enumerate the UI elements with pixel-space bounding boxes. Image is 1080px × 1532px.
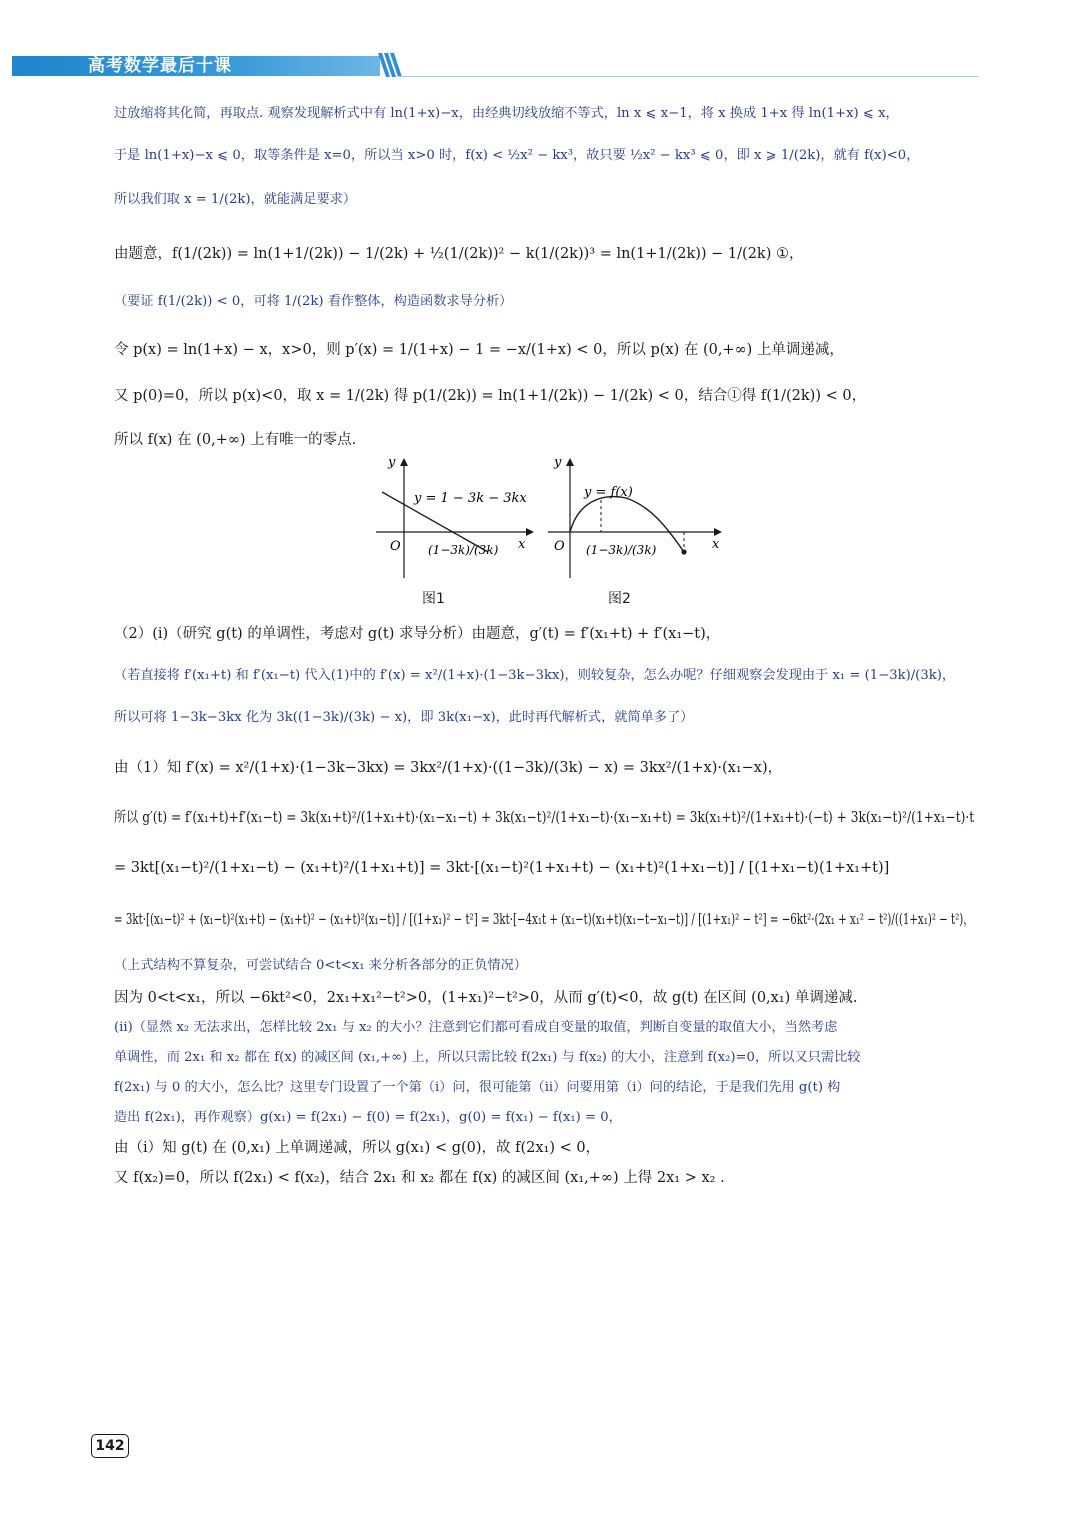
figure-2-caption: 图2: [608, 591, 631, 607]
figure-2-y-axis-label: y: [554, 456, 562, 470]
figure-1-graph: [366, 456, 536, 586]
solution-line: 由（1）知 f′(x) = x²/(1+x)·(1−3k−3kx) = 3kx²/(1+x)·((1−3k)/(3k) − x) = 3kx²/(1+x)·(x₁−x)，: [114, 760, 783, 776]
commentary-line: 单调性，而 2x₁ 和 x₂ 都在 f(x) 的减区间 (x₁,+∞) 上，所以只需比较 f(2x₁) 与 f(x₂) 的大小，注意到 f(x₂)=0，所以又只需比较: [114, 1050, 861, 1065]
figure-1-root-label: (1−3k)/(3k): [428, 543, 499, 557]
figure-2-x-axis-label: x: [712, 537, 720, 552]
figure-2: [546, 456, 726, 607]
figure-2-graph: [546, 456, 726, 586]
solution-line: 又 p(0)=0，所以 p(x)<0，取 x = 1/(2k) 得 p(1/(2k)) = ln(1+1/(2k)) − 1/(2k) < 0，结合①得 f(1/(2k)) < 0，: [114, 388, 867, 404]
commentary-line: 过放缩将其化简，再取点. 观察发现解析式中有 ln(1+x)−x，由经典切线放缩不等式，ln x ⩽ x−1，将 x 换成 1+x 得 ln(1+x) ⩽ x，: [114, 106, 899, 121]
commentary-line: （若直接将 f′(x₁+t) 和 f′(x₁−t) 代入(1)中的 f′(x) = x²/(1+x)·(1−3k−3kx)，则较复杂，怎么办呢？仔细观察会发现由于 x₁ = (1−3k)/(3k)，: [114, 668, 956, 683]
figure-1-x-axis-label: x: [518, 537, 526, 552]
header-title: 高考数学最后十课: [88, 56, 232, 76]
figure-2-curve-label: y = f(x): [584, 485, 633, 500]
commentary-line: 所以可将 1−3k−3kx 化为 3k((1−3k)/(3k) − x)，即 3k(x₁−x)，此时再代解析式，就简单多了）: [114, 710, 694, 725]
solution-line: 所以 g′(t) = f′(x₁+t)+f′(x₁−t) = 3k(x₁+t)²/(1+x₁+t)·(x₁−x₁−t) + 3k(x₁−t)²/(1+x₁−t)·(x₁−x₁+t) = 3k(x₁+t)²/(1+x₁+t)·(−t) + 3k(x₁−t)²/(1+x₁−t)·t: [114, 810, 975, 826]
commentary-line: （上式结构不算复杂，可尝试结合 0<t<x₁ 来分析各部分的正负情况）: [114, 958, 527, 973]
solution-line: 因为 0<t<x₁，所以 −6kt²<0，2x₁+x₁²−t²>0，(1+x₁)²−t²>0，从而 g′(t)<0，故 g(t) 在区间 (0,x₁) 单调递减.: [114, 990, 858, 1006]
solution-line: = 3kt[(x₁−t)²/(1+x₁−t) − (x₁+t)²/(1+x₁+t)] = 3kt·[(x₁−t)²(1+x₁+t) − (x₁+t)²(1+x₁−t)] / [(1+x₁−t)(1+x₁+t)]: [114, 860, 890, 876]
figure-1: [366, 456, 536, 607]
commentary-line: （要证 f(1/(2k)) < 0，可将 1/(2k) 看作整体，构造函数求导分析）: [114, 294, 513, 309]
commentary-line: f(2x₁) 与 0 的大小，怎么比？这里专门设置了一个第（i）问，很可能第（ii）问要用第（i）问的结论，于是我们先用 g(t) 构: [114, 1080, 841, 1095]
solution-line: 所以 f(x) 在 (0,+∞) 上有唯一的零点.: [114, 432, 357, 448]
header-rule: [398, 76, 978, 77]
figure-1-y-axis-label: y: [388, 456, 396, 470]
commentary-line: 所以我们取 x = 1/(2k)，就能满足要求）: [114, 192, 357, 207]
figure-1-caption: 图1: [422, 591, 445, 607]
figure-1-origin-label: O: [390, 539, 401, 554]
solution-line: = 3kt·[(x₁−t)² + (x₁−t)²(x₁+t) − (x₁+t)² − (x₁+t)²(x₁−t)] / [(1+x₁)² − t²] = 3kt·[−4x₁t + (x₁−t)(x₁+t)(x₁−t−x₁−t)] / [(1+x₁)² − t²] = −6kt²·(2x₁ + x₁² − t²)/((1+x₁)² − t²)，: [114, 912, 974, 928]
commentary-line: (ii)（显然 x₂ 无法求出，怎样比较 2x₁ 与 x₂ 的大小？注意到它们都可看成自变量的取值，判断自变量的取值大小，当然考虑: [114, 1020, 838, 1035]
figure-2-origin-label: O: [554, 539, 565, 554]
solution-line: 由题意，f(1/(2k)) = ln(1+1/(2k)) − 1/(2k) + ½(1/(2k))² − k(1/(2k))³ = ln(1+1/(2k)) − 1/(2k) ①，: [114, 246, 804, 262]
commentary-line: 造出 f(2x₁)，再作观察）g(x₁) = f(2x₁) − f(0) = f(2x₁)，g(0) = f(x₁) − f(x₁) = 0，: [114, 1110, 622, 1125]
commentary-line: 于是 ln(1+x)−x ⩽ 0，取等条件是 x=0，所以当 x>0 时，f(x) < ½x² − kx³，故只要 ½x² − kx³ ⩽ 0，即 x ⩾ 1/(2k)，就有 f(x)<0，: [114, 148, 920, 163]
solution-line: 令 p(x) = ln(1+x) − x，x>0，则 p′(x) = 1/(1+x) − 1 = −x/(1+x) < 0，所以 p(x) 在 (0,+∞) 上单调递减，: [114, 342, 844, 358]
figure-1-line-label: y = 1 − 3k − 3kx: [414, 491, 527, 506]
figure-2-root-label: (1−3k)/(3k): [586, 543, 657, 557]
page-number: 142: [91, 1434, 129, 1458]
solution-line: 由（i）知 g(t) 在 (0,x₁) 上单调递减，所以 g(x₁) < g(0)，故 f(2x₁) < 0，: [114, 1140, 601, 1156]
solution-line: （2）(i)（研究 g(t) 的单调性，考虑对 g(t) 求导分析）由题意，g′(t) = f′(x₁+t) + f′(x₁−t)，: [114, 626, 721, 642]
solution-line: 又 f(x₂)=0，所以 f(2x₁) < f(x₂)，结合 2x₁ 和 x₂ 都在 f(x) 的减区间 (x₁,+∞) 上得 2x₁ > x₂ .: [114, 1170, 725, 1186]
